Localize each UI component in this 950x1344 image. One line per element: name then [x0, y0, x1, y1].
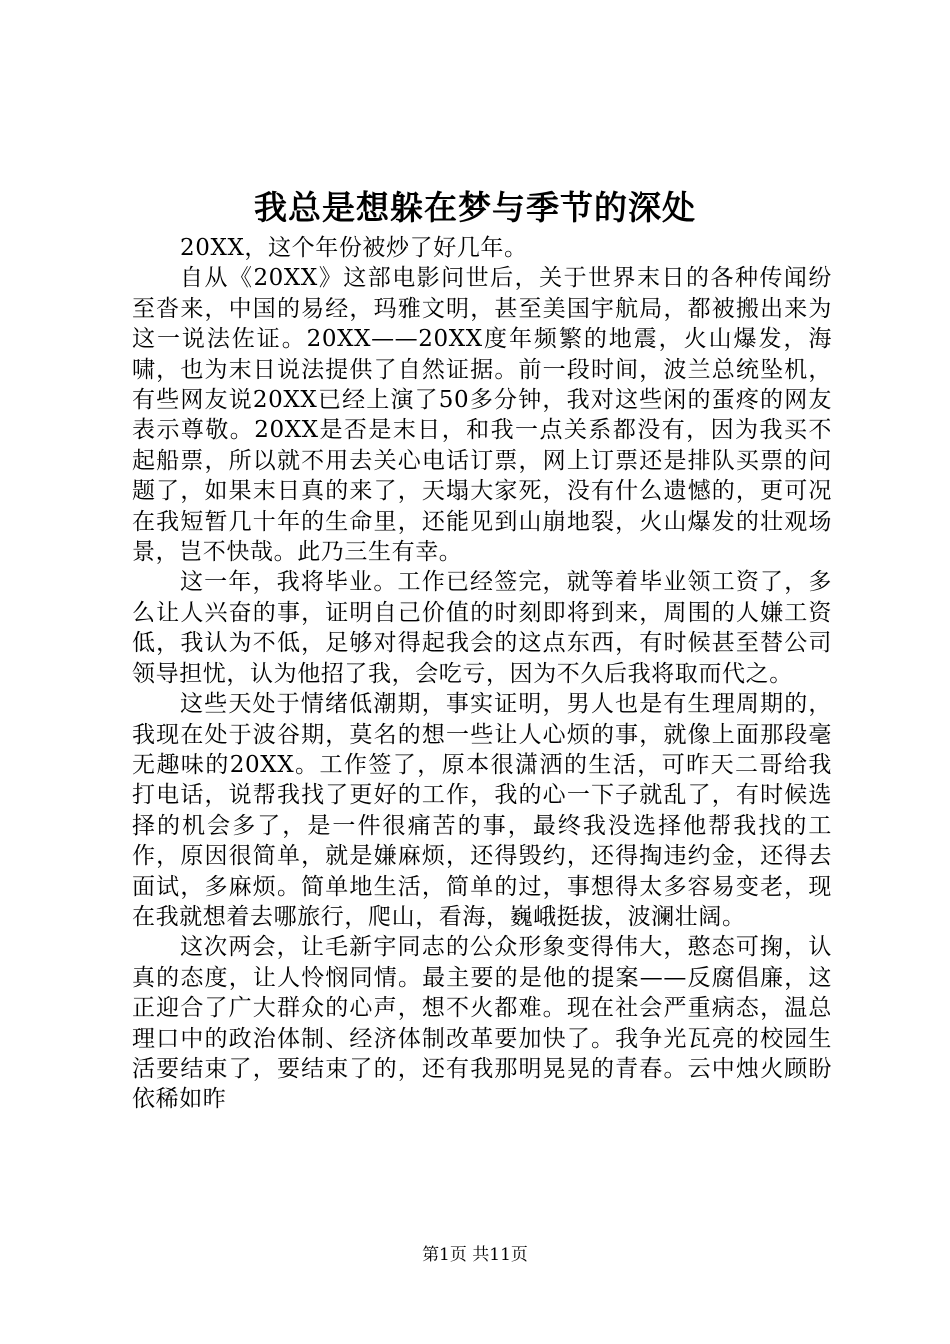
document-body [132, 233, 832, 1115]
paragraph: 自从《20XX》这部电影问世后，关于世界末日的各种传闻纷至沓来，中国的易经，玛雅文明，甚至美国宇航局，都被搬出来为这一说法佐证。20XX——20XX度年频繁的地震，火山爆发，海啸，也为末日说法提供了自然证据。前一段时间，波兰总统坠机，有些网友说20XX已经上演了50多分钟，我对这些闲的蛋疼的网友表示尊敬。20XX是否是末日，和我一点关系都没有，因为我买不起船票，所以就不用去关心电话订票，网上订票还是排队买票的问题了，如果末日真的来了，天塌大家死，没有什么遗憾的，更可况在我短暂几十年的生命里，还能见到山崩地裂，火山爆发的壮观场景，岂不快哉。此乃三生有幸。 [132, 265, 832, 566]
paragraph: 这一年，我将毕业。工作已经签完，就等着毕业领工资了，多么让人兴奋的事，证明自己价值的时刻即将到来，周围的人嫌工资低，我认为不低，足够对得起我会的这点东西，有时候甚至替公司领导担忧，认为他招了我，会吃亏，因为不久后我将取而代之。 [132, 569, 832, 687]
paragraph: 20XX，这个年份被炒了好几年。 [180, 235, 528, 261]
paragraph: 这些天处于情绪低潮期，事实证明，男人也是有生理周期的，我现在处于波谷期，莫名的想一些让人心烦的事，就像上面那段毫无趣味的20XX。工作签了，原本很潇洒的生活，可昨天二哥给我打电话，说帮我找了更好的工作，我的心一下子就乱了，有时候选择的机会多了，是一件很痛苦的事，最终我没选择他帮我找的工作，原因很简单，就是嫌麻烦，还得毁约，还得掏违约金，还得去面试，多麻烦。简单地生活，简单的过，事想得太多容易变老，现在我就想着去哪旅行，爬山，看海，巍峨挺拔，波澜壮阔。 [132, 691, 832, 930]
document-title: 我总是想躲在梦与季节的深处 [254, 188, 696, 227]
paragraph: 这次两会，让毛新宇同志的公众形象变得伟大，憨态可掬，认真的态度，让人怜悯同情。最主要的是他的提案——反腐倡廉，这正迎合了广大群众的心声，想不火都难。现在社会严重病态，温总理口中的政治体制、经济体制改革要加快了。我争光瓦亮的校园生活要结束了，要结束了的，还有我那明晃晃的青春。云中烛火顾盼依稀如昨 [132, 934, 832, 1113]
page-number-footer: 第1页 共11页 [422, 1245, 528, 1265]
